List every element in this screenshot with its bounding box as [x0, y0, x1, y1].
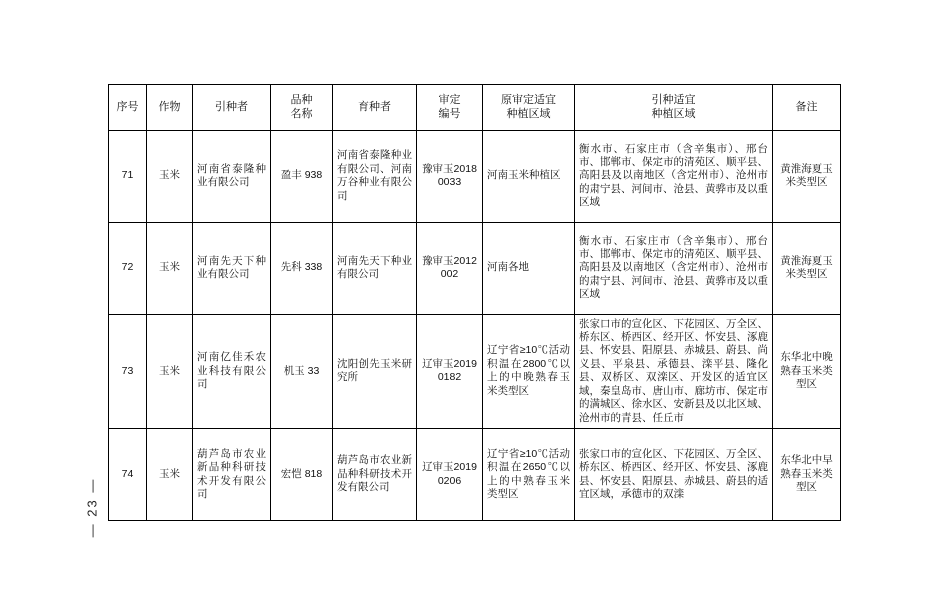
cell-variety-name: 宏恺 818: [271, 429, 333, 521]
cell-remark: 黄淮海夏玉米类型区: [773, 130, 841, 222]
cell-remark: 黄淮海夏玉米类型区: [773, 222, 841, 314]
column-header-seq: [109, 85, 147, 131]
table-row: [109, 222, 841, 314]
column-header-crop: [147, 85, 193, 131]
column-header-approval-code-line1: 审定: [438, 94, 461, 106]
cell-breeder: 河南先天下种业有限公司: [333, 222, 417, 314]
column-header-crop-line1: 作物: [158, 101, 181, 114]
cell-original-area: 河南各地: [483, 222, 575, 314]
cell-original-area: 辽宁省≥10℃活动积温在2800℃以上的中晚熟春玉米类型区: [483, 314, 575, 429]
cell-approval-code: 豫审玉20180033: [417, 130, 483, 222]
page-number: — 23 —: [84, 477, 100, 538]
table-body: [109, 130, 841, 521]
table-row: [109, 130, 841, 222]
column-header-variety-name-line1: 品种: [290, 94, 313, 106]
cell-crop: 玉米: [147, 314, 193, 429]
cell-seq: 73: [109, 314, 147, 429]
table-header-row: [109, 85, 841, 131]
cell-suitable-area: 张家口市的宣化区、下花园区、万全区、桥东区、桥西区、经开区、怀安县、涿鹿县、怀安县、阳原县、赤城县、蔚县的适宜区域，承德市的双滦: [575, 429, 773, 521]
column-header-approval-code-line2: 编号: [438, 108, 461, 121]
cell-original-area: 辽宁省≥10℃活动积温在2650℃以上的中熟春玉米类型区: [483, 429, 575, 521]
column-header-original-area: [483, 85, 575, 131]
variety-approval-table-container: [108, 84, 840, 521]
column-header-original-area-line2: 种植区域: [506, 108, 551, 121]
cell-crop: 玉米: [147, 429, 193, 521]
column-header-remark-line1: 备注: [795, 101, 818, 114]
cell-variety-name: 机玉 33: [271, 314, 333, 429]
cell-suitable-area: 衡水市、石家庄市（含辛集市）、邢台市、邯郸市、保定市的清苑区、顺平县、高阳县及以南地区（含定州市）、沧州市的肃宁县、河间市、沧县、黄骅市及以重区域: [575, 222, 773, 314]
column-header-introducer-line1: 引种者: [215, 101, 248, 114]
cell-variety-name: 盈丰 938: [271, 130, 333, 222]
cell-introducer: 河南亿佳禾农业科技有限公司: [193, 314, 271, 429]
column-header-remark: [773, 85, 841, 131]
column-header-original-area-line1: 原审定适宜: [501, 94, 556, 106]
cell-approval-code: 辽审玉20190182: [417, 314, 483, 429]
cell-introducer: 河南先天下种业有限公司: [193, 222, 271, 314]
column-header-breeder-line1: 育种者: [358, 101, 391, 114]
cell-introducer: 葫芦岛市农业新品种科研技术开发有限公司: [193, 429, 271, 521]
cell-suitable-area: 衡水市、石家庄市（含辛集市）、邢台市、邯郸市、保定市的清苑区、顺平县、高阳县及以南地区（含定州市）、沧州市的肃宁县、河间市、沧县、黄骅市及以重区域: [575, 130, 773, 222]
cell-original-area: 河南玉米种植区: [483, 130, 575, 222]
column-header-seq-line1: 序号: [116, 101, 139, 114]
variety-approval-table: [108, 84, 841, 521]
cell-approval-code: 豫审玉2012002: [417, 222, 483, 314]
column-header-suitable-area: [575, 85, 773, 131]
cell-remark: 东华北中早熟春玉米类型区: [773, 429, 841, 521]
column-header-suitable-area-line1: 引种适宜: [651, 94, 696, 106]
cell-breeder: 河南省泰隆种业有限公司、河南万谷种业有限公司: [333, 130, 417, 222]
column-header-introducer: [193, 85, 271, 131]
column-header-variety-name: [271, 85, 333, 131]
column-header-breeder: [333, 85, 417, 131]
column-header-suitable-area-line2: 种植区域: [651, 108, 696, 121]
column-header-variety-name-line2: 名称: [290, 108, 313, 121]
cell-remark: 东华北中晚熟春玉米类型区: [773, 314, 841, 429]
cell-seq: 74: [109, 429, 147, 521]
table-header: [109, 85, 841, 131]
cell-breeder: 葫芦岛市农业新品种科研技术开发有限公司: [333, 429, 417, 521]
cell-breeder: 沈阳创先玉米研究所: [333, 314, 417, 429]
cell-seq: 71: [109, 130, 147, 222]
cell-approval-code: 辽审玉20190206: [417, 429, 483, 521]
cell-introducer: 河南省泰隆种业有限公司: [193, 130, 271, 222]
cell-crop: 玉米: [147, 222, 193, 314]
cell-crop: 玉米: [147, 130, 193, 222]
table-row: [109, 429, 841, 521]
column-header-approval-code: [417, 85, 483, 131]
cell-seq: 72: [109, 222, 147, 314]
cell-suitable-area: 张家口市的宣化区、下花园区、万全区、桥东区、桥西区、经开区、怀安县、涿鹿县、怀安县、阳原县、赤城县、蔚县、尚义县、平泉县、承德县、滦平县、隆化县、双桥区、双滦区、开发区的适宜区域，秦皇岛市、唐山市、廊坊市、保定市的满城区、徐水区、安新县及以北区域、沧州市的青县、任丘市: [575, 314, 773, 429]
table-row: [109, 314, 841, 429]
cell-variety-name: 先科 338: [271, 222, 333, 314]
